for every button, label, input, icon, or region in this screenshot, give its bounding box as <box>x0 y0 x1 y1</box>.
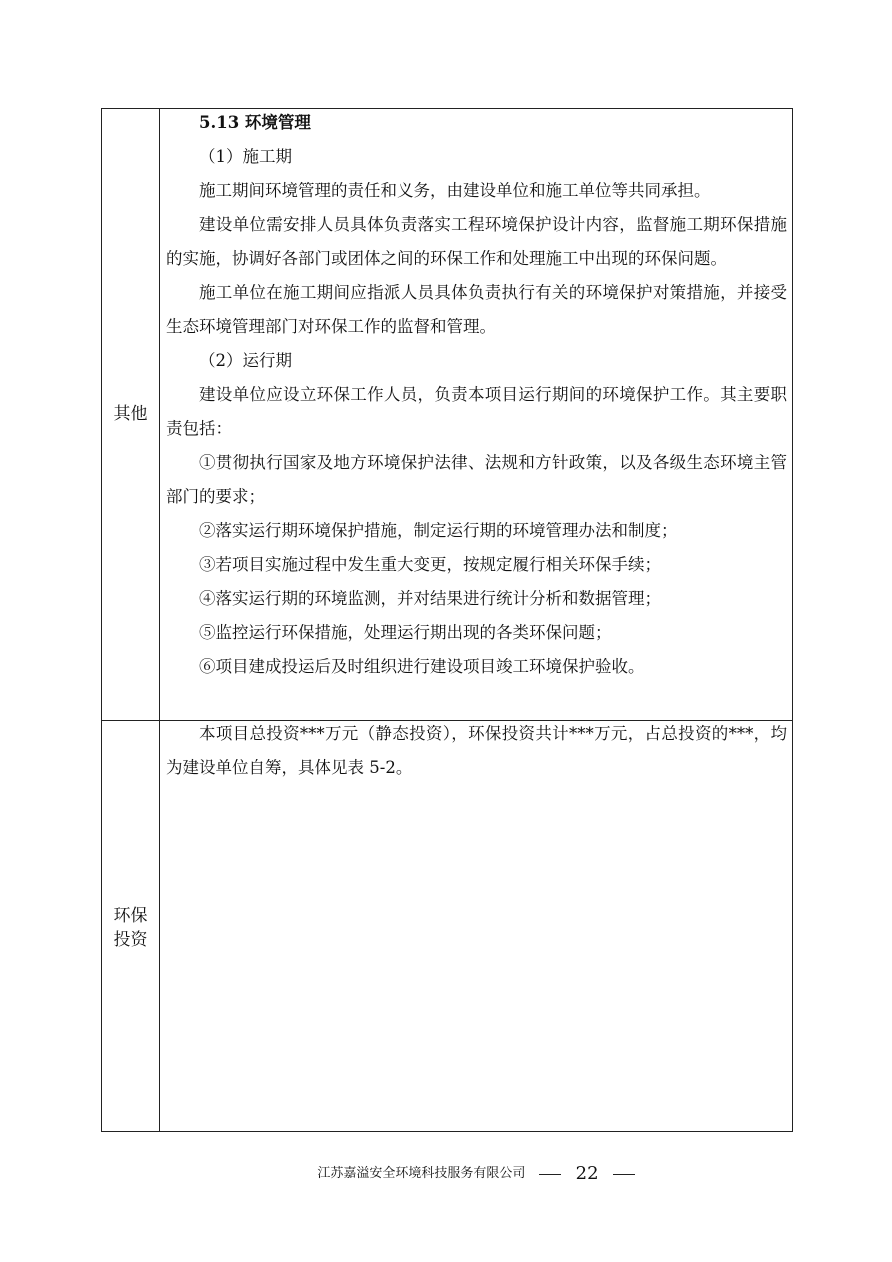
paragraph: ③若项目实施过程中发生重大变更，按规定履行相关环保手续； <box>199 555 661 574</box>
row-label-investment <box>102 904 159 952</box>
paragraph: 本项目总投资***万元（静态投资），环保投资共计***万元，占总投资的***，均为建设单位自筹，具体见表 5-2。 <box>166 724 787 777</box>
section-title: 5.13 环境管理 <box>199 113 311 132</box>
row-label-other: 其他 <box>113 404 148 424</box>
page-number: 22 <box>575 1163 599 1184</box>
paragraph: ①贯彻执行国家及地方环境保护法律、法规和方针政策，以及各级生态环境主管部门的要求； <box>166 453 787 506</box>
column-divider <box>159 109 160 1131</box>
paragraph: 施工单位在施工期间应指派人员具体负责执行有关的环境保护对策措施，并接受生态环境管理部门对环保工作的监督和管理。 <box>166 283 787 336</box>
paragraph: （2）运行期 <box>199 351 292 370</box>
footer-dash-left <box>539 1174 561 1175</box>
paragraph: ④落实运行期的环境监测，并对结果进行统计分析和数据管理； <box>199 589 661 608</box>
row-content-investment <box>166 717 787 785</box>
row-content-other <box>166 106 787 684</box>
page-footer <box>0 1164 892 1185</box>
paragraph: ②落实运行期环境保护措施，制定运行期的环境管理办法和制度； <box>199 521 678 540</box>
footer-dash-right <box>613 1174 635 1175</box>
row-label-investment-line2: 投资 <box>113 930 148 950</box>
row-label-investment-line1: 环保 <box>113 906 148 926</box>
paragraph: 建设单位应设立环保工作人员，负责本项目运行期间的环境保护工作。其主要职责包括： <box>166 385 787 438</box>
paragraph: ⑥项目建成投运后及时组织进行建设项目竣工环境保护验收。 <box>199 657 645 676</box>
paragraph: （1）施工期 <box>199 147 292 166</box>
paragraph: 建设单位需安排人员具体负责落实工程环境保护设计内容，监督施工期环保措施的实施，协调好各部门或团体之间的环保工作和处理施工中出现的环保问题。 <box>166 215 787 268</box>
paragraph: 施工期间环境管理的责任和义务，由建设单位和施工单位等共同承担。 <box>199 181 711 200</box>
footer-company: 江苏嘉溢安全环境科技服务有限公司 <box>317 1166 526 1181</box>
paragraph: ⑤监控运行环保措施，处理运行期出现的各类环保问题； <box>199 623 612 642</box>
content-table <box>101 108 793 1132</box>
